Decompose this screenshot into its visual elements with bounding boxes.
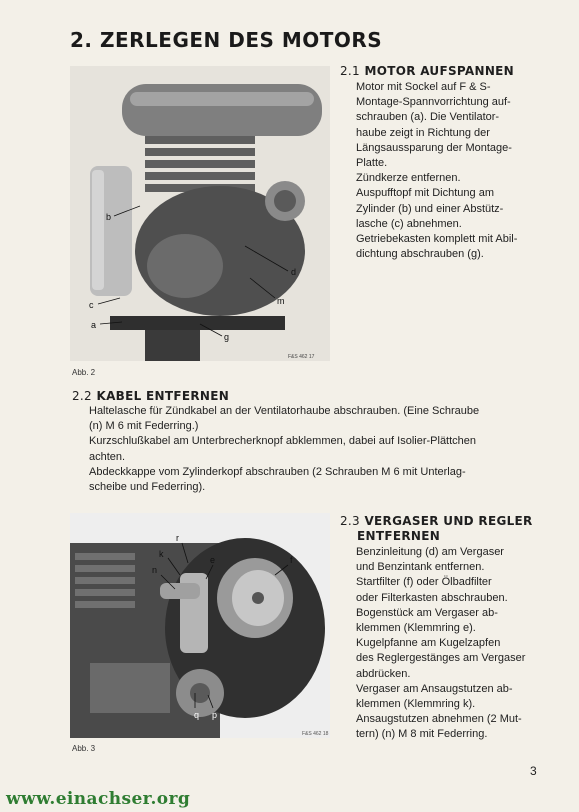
text-line: dichtung abschrauben (g). [356, 248, 484, 261]
figure-code: F&S 462 17 [288, 354, 315, 360]
text-line: Benzinleitung (d) am Vergaser [356, 546, 504, 558]
label-a: a [91, 320, 97, 330]
label-c: c [89, 300, 94, 310]
section-title-line-1: VERGASER UND REGLER [364, 514, 533, 528]
page-number: 3 [530, 764, 537, 778]
text-line: achten. [89, 450, 126, 463]
engine-photo-illustration [70, 66, 330, 361]
label-f: f [290, 555, 293, 565]
label-m: m [277, 296, 285, 306]
section-2-3-heading [340, 514, 533, 544]
text-line: Kugelpfanne am Kugelzapfen [356, 637, 501, 650]
label-n: n [152, 565, 158, 575]
text-line: schrauben (a). Die Ventilator- [356, 111, 500, 124]
carburetor-photo-illustration [70, 513, 330, 738]
text-line: Getriebekasten komplett mit Abil- [356, 233, 518, 246]
label-k: k [159, 549, 164, 559]
text-line: klemmen (Klemmring k). [356, 698, 476, 711]
text-line: Auspufftopf mit Dichtung am [356, 187, 494, 200]
text-line: Platte. [356, 157, 388, 170]
section-2-2-text [89, 404, 539, 495]
text-line: scheibe und Federring). [89, 481, 206, 494]
page-title: 2. ZERLEGEN DES MOTORS [70, 28, 383, 52]
section-title: MOTOR AUFSPANNEN [364, 64, 515, 78]
text-line: Startfilter (f) oder Ölbadfilter [356, 576, 492, 589]
figure-abb-3-caption: Abb. 3 [72, 744, 96, 753]
label-d: d [291, 267, 297, 277]
text-line: Abdeckkappe vom Zylinderkopf abschrauben (2 Schrauben M 6 mit Unterlag- [89, 465, 466, 478]
text-line: Kurzschlußkabel am Unterbrecherknopf abklemmen, dabei auf Isolier-Plättchen [89, 435, 477, 448]
text-line: und Benzintank entfernen. [356, 561, 485, 574]
section-number: 2.3 [340, 514, 360, 528]
text-line: Vergaser am Ansaugstutzen ab- [356, 682, 513, 695]
text-line: klemmen (Klemmring e). [356, 622, 476, 635]
text-line: Zylinder (b) und einer Abstütz- [356, 202, 504, 215]
section-title: KABEL ENTFERNEN [96, 389, 230, 403]
section-2-3-text [356, 545, 536, 743]
text-line: oder Filterkasten abschrauben. [356, 591, 508, 604]
text-line: des Reglergestänges am Vergaser [356, 652, 526, 665]
label-g: g [224, 332, 230, 342]
figure-abb-3-photo [70, 513, 330, 738]
text-line: lasche (c) abnehmen. [356, 217, 462, 230]
label-b: b [106, 212, 112, 222]
text-line: Zündkerze entfernen. [356, 172, 461, 185]
text-line: tern) (n) M 8 mit Federring. [356, 728, 488, 741]
text-line: Bogenstück am Vergaser ab- [356, 606, 498, 619]
text-line: Haltelasche für Zündkabel an der Ventilatorhaube abschrauben. (Eine Schraube [89, 405, 480, 417]
section-number: 2.2 [72, 389, 92, 403]
section-title-line-2: ENTFERNEN [357, 529, 441, 543]
label-r: r [176, 533, 179, 543]
section-2-1-heading [340, 64, 514, 79]
figure-abb-2-photo [70, 66, 330, 361]
figure-code: F&S 462 18 [302, 731, 329, 737]
section-2-1-text [356, 80, 536, 262]
text-line: Montage-Spannvorrichtung auf- [356, 96, 511, 109]
figure-abb-2-caption: Abb. 2 [72, 368, 96, 377]
text-line: Ansaugstutzen abnehmen (2 Mut- [356, 713, 522, 726]
text-line: Motor mit Sockel auf F & S- [356, 81, 491, 93]
site-watermark: www.einachser.org [6, 789, 191, 809]
label-e: e [210, 555, 216, 565]
section-2-2-heading [72, 389, 229, 404]
text-line: abdrücken. [356, 667, 411, 680]
text-line: haube zeigt in Richtung der [356, 126, 490, 139]
text-line: (n) M 6 mit Federring.) [89, 420, 199, 433]
label-q: q [194, 710, 200, 720]
text-line: Längsaussparung der Montage- [356, 141, 512, 154]
label-p: p [212, 710, 218, 720]
section-number: 2.1 [340, 64, 360, 78]
